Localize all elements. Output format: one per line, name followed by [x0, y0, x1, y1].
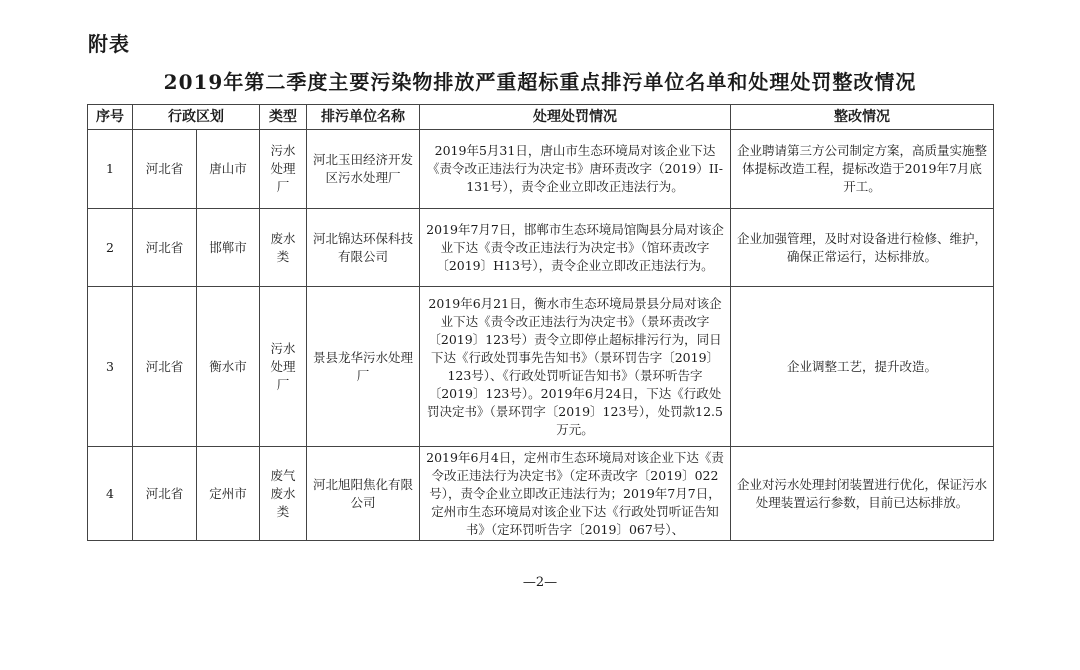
cell-rectification: 企业聘请第三方公司制定方案，高质量实施整体提标改造工程，提标改造于2019年7月底开工。: [731, 130, 994, 209]
col-header-rectification: 整改情况: [731, 105, 994, 130]
cell-type: 废气废水类: [260, 447, 307, 541]
cell-no: 1: [88, 130, 133, 209]
cell-province: 河北省: [133, 209, 197, 287]
document-title: 2019年第二季度主要污染物排放严重超标重点排污单位名单和处理处罚整改情况: [163, 70, 917, 94]
cell-rectification: 企业对污水处理封闭装置进行优化，保证污水处理装置运行参数，目前已达标排放。: [731, 447, 994, 541]
table-row: [88, 447, 994, 541]
attachment-label: 附表: [88, 32, 130, 56]
col-header-type: 类型: [260, 105, 307, 130]
col-header-region: 行政区划: [133, 105, 260, 130]
col-header-penalty: 处理处罚情况: [420, 105, 731, 130]
cell-penalty: 2019年6月4日，定州市生态环境局对该企业下达《责令改正违法行为决定书》（定环责改字〔2019〕022号），责令企业立即改正违法行为；2019年7月7日，定州市生态环境局对该企业下达《行政处罚听证告知书》（定环罚听告字〔2019〕067号）、: [420, 447, 731, 541]
cell-city: 唐山市: [197, 130, 260, 209]
cell-no: 4: [88, 447, 133, 541]
cell-city: 衡水市: [197, 287, 260, 447]
table-row: [88, 130, 994, 209]
cell-rectification: 企业调整工艺，提升改造。: [731, 287, 994, 447]
cell-penalty: 2019年6月21日，衡水市生态环境局景县分局对该企业下达《责令改正违法行为决定书》（景环责改字〔2019〕123号）责令立即停止超标排污行为，同日下达《行政处罚事先告知书》（景环罚告字〔2019〕123号）、《行政处罚听证告知书》（景环听告字〔2019〕123号）。2019年6月24日，下达《行政处罚决定书》（景环罚字〔2019〕123号），处罚款12.5万元。: [420, 287, 731, 447]
cell-type: 污水处理厂: [260, 287, 307, 447]
cell-unit: 河北锦达环保科技有限公司: [307, 209, 420, 287]
cell-rectification: 企业加强管理，及时对设备进行检修、维护，确保正常运行，达标排放。: [731, 209, 994, 287]
cell-city: 定州市: [197, 447, 260, 541]
cell-penalty: 2019年7月7日，邯郸市生态环境局馆陶县分局对该企业下达《责令改正违法行为决定书》（馆环责改字〔2019〕H13号），责令企业立即改正违法行为。: [420, 209, 731, 287]
penalty-table: [87, 104, 994, 541]
table-row: [88, 287, 994, 447]
cell-type: 废水类: [260, 209, 307, 287]
cell-unit: 景县龙华污水处理厂: [307, 287, 420, 447]
table-row: [88, 209, 994, 287]
cell-penalty: 2019年5月31日，唐山市生态环境局对该企业下达《责令改正违法行为决定书》唐环责改字（2019）II-131号），责令企业立即改正违法行为。: [420, 130, 731, 209]
cell-unit: 河北旭阳焦化有限公司: [307, 447, 420, 541]
cell-city: 邯郸市: [197, 209, 260, 287]
cell-province: 河北省: [133, 287, 197, 447]
table-header-row: [88, 105, 994, 130]
col-header-no: 序号: [88, 105, 133, 130]
cell-type: 污水处理厂: [260, 130, 307, 209]
cell-unit: 河北玉田经济开发区污水处理厂: [307, 130, 420, 209]
cell-province: 河北省: [133, 447, 197, 541]
col-header-unit: 排污单位名称: [307, 105, 420, 130]
cell-no: 3: [88, 287, 133, 447]
cell-no: 2: [88, 209, 133, 287]
page-number: —2—: [522, 575, 558, 590]
cell-province: 河北省: [133, 130, 197, 209]
